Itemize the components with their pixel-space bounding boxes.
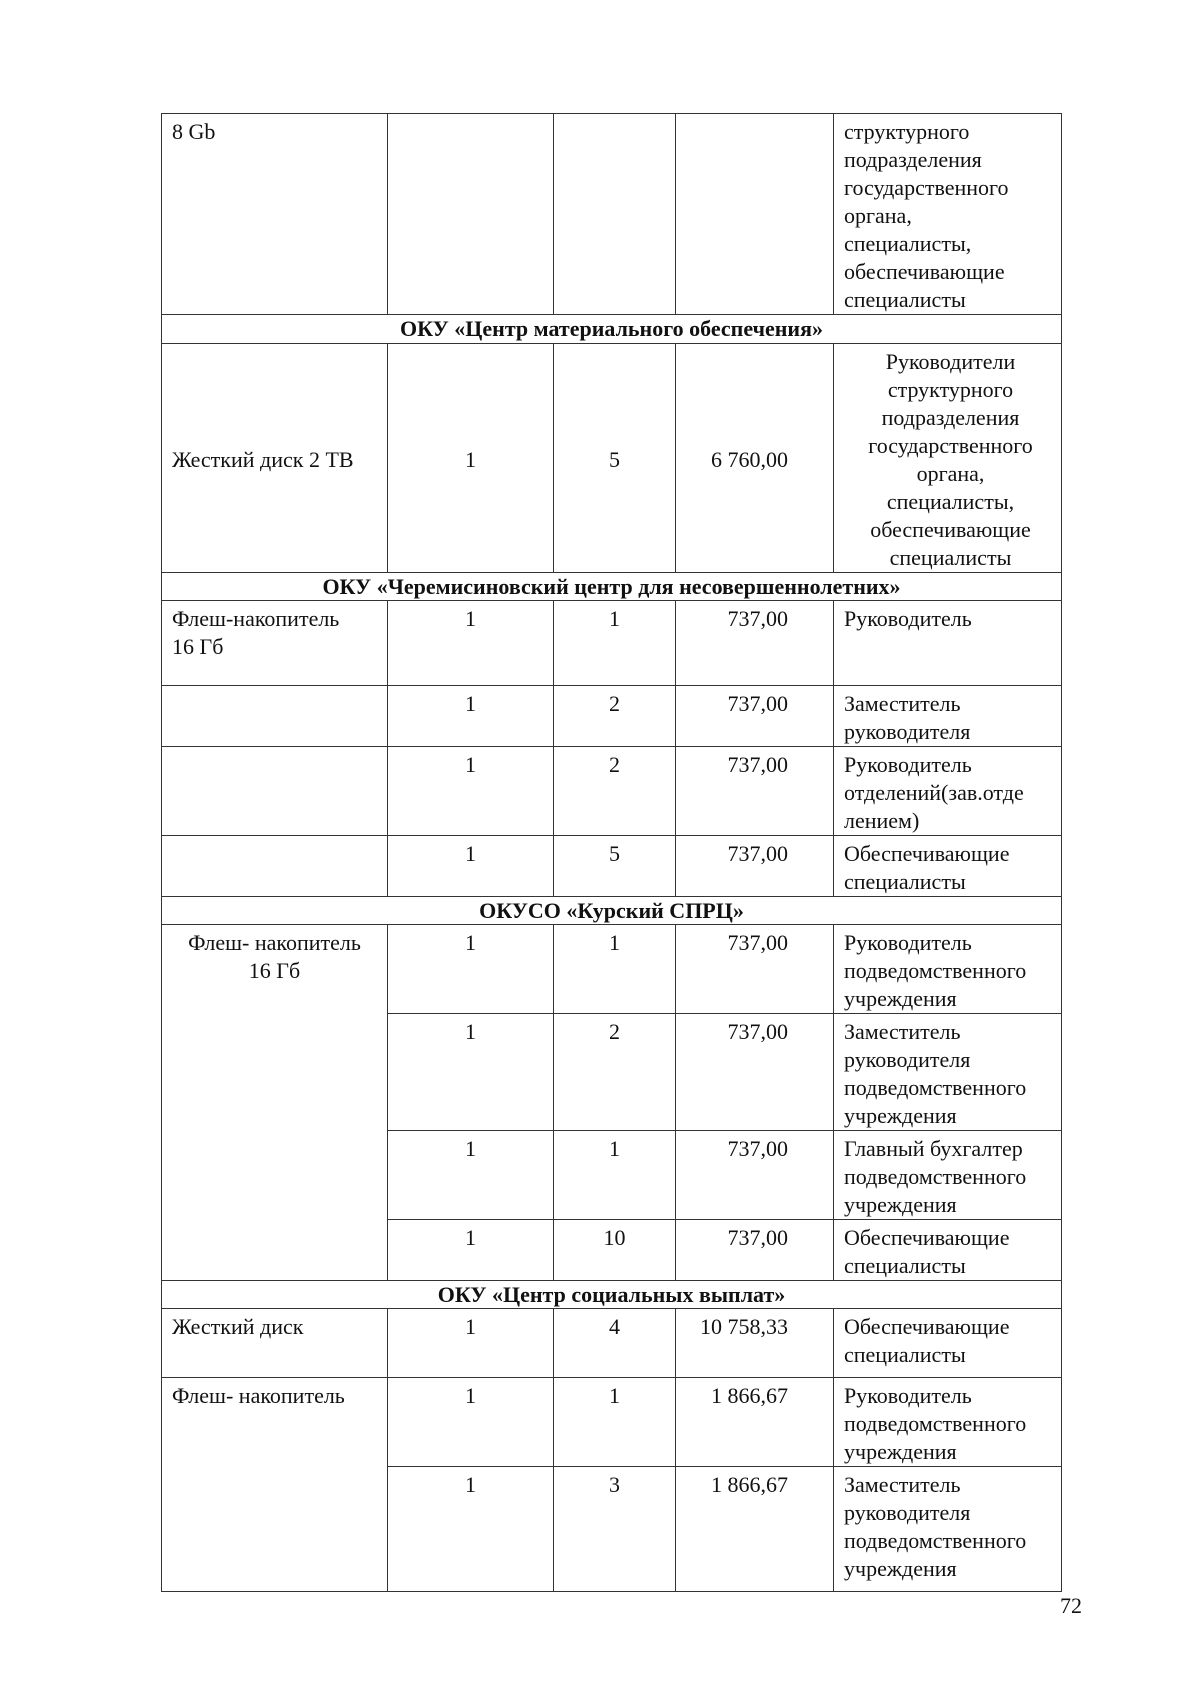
item-name-cell bbox=[162, 114, 388, 315]
price-value: 10 758,33 bbox=[700, 1314, 788, 1339]
term-cell bbox=[554, 114, 676, 315]
qty-value: 1 bbox=[465, 447, 476, 472]
term-cell bbox=[554, 344, 676, 573]
term-value: 10 bbox=[603, 1225, 626, 1250]
item-name: Жесткий диск bbox=[172, 1314, 304, 1339]
qty-cell bbox=[388, 836, 554, 897]
section-header-row bbox=[162, 315, 1062, 344]
role-cell bbox=[834, 114, 1062, 315]
term-value: 1 bbox=[609, 606, 620, 631]
role-text: Заместитель руководителя подведомственного учреждения bbox=[844, 1019, 1027, 1128]
item-name: Флеш- накопитель 16 Гб bbox=[188, 930, 361, 983]
role-cell bbox=[834, 1309, 1062, 1378]
price-cell bbox=[676, 1014, 834, 1131]
term-value: 2 bbox=[609, 691, 620, 716]
role-cell bbox=[834, 1014, 1062, 1131]
term-cell bbox=[554, 925, 676, 1014]
term-value: 5 bbox=[609, 447, 620, 472]
qty-value: 1 bbox=[465, 1019, 476, 1044]
qty-value: 1 bbox=[465, 606, 476, 631]
item-name-cell bbox=[162, 747, 388, 836]
role-text: структурного подразделения государственного органа, специалисты, обеспечивающие специалисты bbox=[844, 119, 1009, 312]
qty-value: 1 bbox=[465, 1136, 476, 1161]
qty-value: 1 bbox=[465, 1383, 476, 1408]
section-title: ОКУ «Черемисиновский центр для несовершеннолетних» bbox=[162, 573, 1062, 601]
role-text: Заместитель руководителя подведомственного учреждения bbox=[844, 1472, 1027, 1581]
price-value: 737,00 bbox=[727, 1019, 788, 1044]
price-value: 737,00 bbox=[727, 1136, 788, 1161]
table-row bbox=[162, 114, 1062, 315]
price-cell bbox=[676, 114, 834, 315]
qty-cell bbox=[388, 747, 554, 836]
section-title: ОКУСО «Курский СПРЦ» bbox=[162, 897, 1062, 925]
role-text: Обеспечивающие специалисты bbox=[844, 1314, 1010, 1367]
qty-value: 1 bbox=[465, 1314, 476, 1339]
price-cell bbox=[676, 747, 834, 836]
price-value: 737,00 bbox=[727, 752, 788, 777]
role-cell bbox=[834, 1467, 1062, 1592]
qty-cell bbox=[388, 686, 554, 747]
price-value: 737,00 bbox=[727, 1225, 788, 1250]
page-number: 72 bbox=[1060, 1593, 1082, 1618]
term-value: 4 bbox=[609, 1314, 620, 1339]
term-cell bbox=[554, 1467, 676, 1592]
item-name-cell bbox=[162, 344, 388, 573]
price-value: 737,00 bbox=[727, 841, 788, 866]
term-cell bbox=[554, 1131, 676, 1220]
qty-cell bbox=[388, 1014, 554, 1131]
term-value: 1 bbox=[609, 1136, 620, 1161]
price-value: 6 760,00 bbox=[711, 447, 788, 472]
qty-cell bbox=[388, 114, 554, 315]
role-text: Руководитель bbox=[844, 606, 972, 631]
qty-value: 1 bbox=[465, 841, 476, 866]
price-cell bbox=[676, 1220, 834, 1281]
table-row bbox=[162, 1309, 1062, 1378]
price-value: 737,00 bbox=[727, 930, 788, 955]
price-cell bbox=[676, 1467, 834, 1592]
section-title: ОКУ «Центр материального обеспечения» bbox=[162, 315, 1062, 344]
role-text: Руководитель подведомственного учреждения bbox=[844, 1383, 1027, 1464]
qty-cell bbox=[388, 1220, 554, 1281]
term-cell bbox=[554, 1309, 676, 1378]
item-name: 8 Gb bbox=[172, 119, 216, 144]
role-cell bbox=[834, 686, 1062, 747]
price-cell bbox=[676, 1309, 834, 1378]
price-value: 737,00 bbox=[727, 606, 788, 631]
term-cell bbox=[554, 601, 676, 686]
role-cell bbox=[834, 1378, 1062, 1467]
qty-cell bbox=[388, 925, 554, 1014]
price-cell bbox=[676, 836, 834, 897]
role-text: Заместитель руководителя bbox=[844, 691, 971, 744]
qty-value: 1 bbox=[465, 752, 476, 777]
role-text: Руководители структурного подразделения государственного органа, специалисты, обеспечивающие специалисты bbox=[868, 349, 1033, 570]
qty-cell bbox=[388, 1309, 554, 1378]
item-name: Жесткий диск 2 ТВ bbox=[172, 447, 354, 472]
term-cell bbox=[554, 1220, 676, 1281]
term-cell bbox=[554, 747, 676, 836]
item-name-cell bbox=[162, 925, 388, 1281]
qty-cell bbox=[388, 601, 554, 686]
price-cell bbox=[676, 1131, 834, 1220]
item-name-cell bbox=[162, 836, 388, 897]
table-row bbox=[162, 925, 1062, 1014]
item-name-cell bbox=[162, 1309, 388, 1378]
term-value: 2 bbox=[609, 1019, 620, 1044]
qty-cell bbox=[388, 1467, 554, 1592]
term-cell bbox=[554, 686, 676, 747]
role-cell bbox=[834, 1131, 1062, 1220]
role-text: Руководитель подведомственного учреждения bbox=[844, 930, 1027, 1011]
table-row bbox=[162, 747, 1062, 836]
term-value: 1 bbox=[609, 930, 620, 955]
table-row bbox=[162, 344, 1062, 573]
term-value: 1 bbox=[609, 1383, 620, 1408]
price-cell bbox=[676, 601, 834, 686]
price-cell bbox=[676, 1378, 834, 1467]
role-text: Обеспечивающие специалисты bbox=[844, 1225, 1010, 1278]
qty-cell bbox=[388, 1378, 554, 1467]
role-cell bbox=[834, 925, 1062, 1014]
table-row bbox=[162, 601, 1062, 686]
term-cell bbox=[554, 1378, 676, 1467]
item-name: Флеш-накопитель 16 Гб bbox=[172, 606, 340, 659]
term-value: 3 bbox=[609, 1472, 620, 1497]
term-value: 2 bbox=[609, 752, 620, 777]
table-row bbox=[162, 686, 1062, 747]
role-cell bbox=[834, 1220, 1062, 1281]
term-value: 5 bbox=[609, 841, 620, 866]
section-header-row bbox=[162, 573, 1062, 601]
qty-value: 1 bbox=[465, 1472, 476, 1497]
price-value: 1 866,67 bbox=[711, 1383, 788, 1408]
item-name-cell bbox=[162, 601, 388, 686]
role-cell bbox=[834, 747, 1062, 836]
role-cell bbox=[834, 601, 1062, 686]
section-header-row bbox=[162, 897, 1062, 925]
item-name-cell bbox=[162, 686, 388, 747]
price-value: 737,00 bbox=[727, 691, 788, 716]
role-text: Руководитель отделений(зав.отде лением) bbox=[844, 752, 1024, 833]
term-cell bbox=[554, 1014, 676, 1131]
norms-table bbox=[161, 113, 1062, 1592]
term-cell bbox=[554, 836, 676, 897]
price-value: 1 866,67 bbox=[711, 1472, 788, 1497]
item-name: Флеш- накопитель bbox=[172, 1383, 345, 1408]
price-cell bbox=[676, 925, 834, 1014]
role-cell bbox=[834, 344, 1062, 573]
role-cell bbox=[834, 836, 1062, 897]
qty-cell bbox=[388, 344, 554, 573]
price-cell bbox=[676, 686, 834, 747]
section-title: ОКУ «Центр социальных выплат» bbox=[162, 1281, 1062, 1309]
qty-cell bbox=[388, 1131, 554, 1220]
qty-value: 1 bbox=[465, 691, 476, 716]
role-text: Обеспечивающие специалисты bbox=[844, 841, 1010, 894]
item-name-cell bbox=[162, 1378, 388, 1592]
table-row bbox=[162, 1378, 1062, 1467]
role-text: Главный бухгалтер подведомственного учреждения bbox=[844, 1136, 1027, 1217]
qty-value: 1 bbox=[465, 1225, 476, 1250]
qty-value: 1 bbox=[465, 930, 476, 955]
table-row bbox=[162, 836, 1062, 897]
price-cell bbox=[676, 344, 834, 573]
section-header-row bbox=[162, 1281, 1062, 1309]
